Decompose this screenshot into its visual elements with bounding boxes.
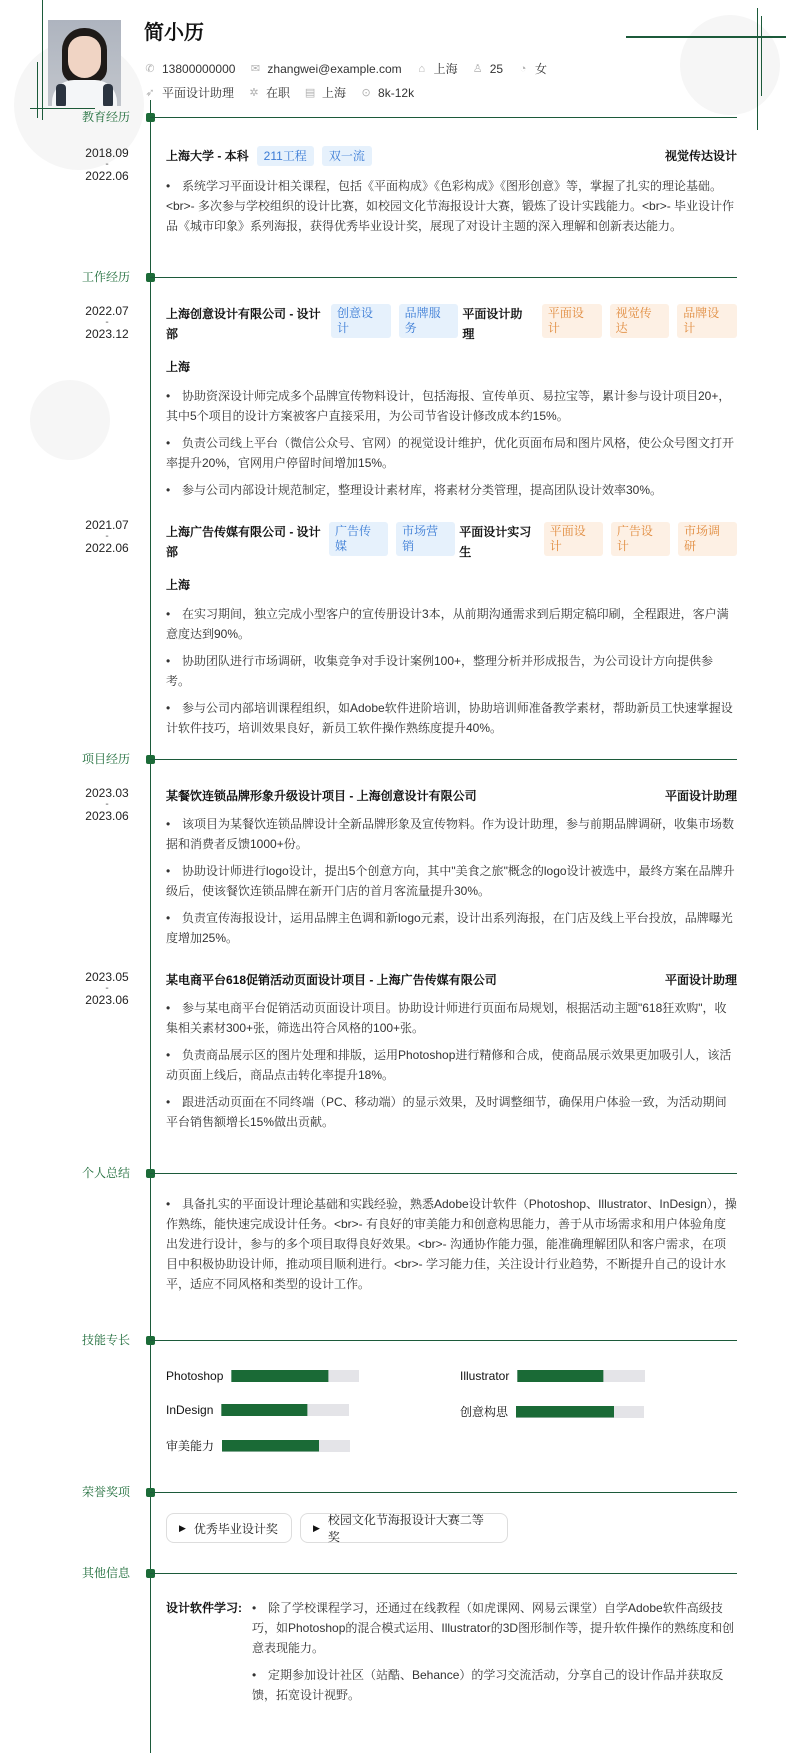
project-entry-header [166, 970, 737, 990]
date-range: 2023.03 - 2023.06 [85, 786, 129, 823]
section-summary-header [0, 1166, 794, 1180]
salary-icon: ⊙ [361, 87, 371, 99]
skill-bar [221, 1404, 349, 1416]
section-projects-header [0, 752, 794, 766]
date-range: 2021.07 - 2022.06 [85, 518, 129, 555]
list-item: • 具备扎实的平面设计理论基础和实践经验，熟悉Adobe设计软件（Photoshop、Illustrator、InDesign），操作熟练，能快速完成设计任务。<br>- 有良好的审美能力和创意构思能力，善于从市场需求和用户体验角度出发进行设计，参与的多个项目取得良好效果。<br>- 沟通协作能力强，能准确理解团队和客户需求，在项目中积极协助设计师，推动项目顺利进行。<br>- 学习能力佳，关注设计行业趋势，不断提升自己的设计水平，适应不同风格和类型的设计工作。 [166, 1197, 737, 1291]
skill-tag: 视觉传达 [610, 304, 670, 338]
mail-icon: ✉ [250, 63, 261, 75]
section-other-header [0, 1566, 794, 1580]
section-work-header [0, 270, 794, 284]
skill-bar [231, 1370, 359, 1382]
section-awards-header [0, 1485, 794, 1499]
gender-value: 女 [535, 62, 548, 76]
skill-item [166, 1437, 350, 1454]
company-tag: 创意设计 [331, 304, 391, 338]
skill-item [166, 1403, 349, 1417]
section-divider [150, 1173, 737, 1174]
other-bullets [252, 1598, 737, 1712]
major: 视觉传达设计 [664, 149, 737, 163]
list-item: • 负责宣传海报设计，运用品牌主色调和新logo元素，设计出系列海报，在门店及线上平台投放，品牌曝光度增加25%。 [166, 911, 733, 945]
award-item: ▶ 校园文化节海报设计大赛二等奖 [300, 1513, 508, 1543]
skill-tag: 平面设计 [544, 522, 603, 556]
section-title: 荣誉奖项 [81, 1485, 130, 1499]
skill-name: InDesign [166, 1403, 214, 1417]
job-role: 平面设计实习生 [459, 525, 532, 559]
avatar [48, 20, 121, 106]
skill-tag: 市场调研 [678, 522, 737, 556]
date-range: 2023.05 - 2023.06 [85, 970, 129, 1007]
section-divider [150, 759, 737, 760]
project-name: 某餐饮连锁品牌形象升级设计项目 - 上海创意设计有限公司 [166, 789, 477, 803]
list-item: • 跟进活动页面在不同终端（PC、移动端）的显示效果，及时调整细节，确保用户体验一致，为活动期间平台销售额增长15%做出贡献。 [166, 1095, 727, 1129]
company-tag: 市场营销 [396, 522, 455, 556]
section-divider [150, 277, 737, 278]
triangle-right-icon: ▶ [313, 1522, 320, 1533]
project-role: 平面设计助理 [664, 789, 737, 803]
list-item: • 系统学习平面设计相关课程，包括《平面构成》《色彩构成》《图形创意》等，掌握了扎实的理论基础。<br>- 多次参与学校组织的设计比赛，如校园文化节海报设计大赛，锻炼了设计实践能力。<br>- 毕业设计作品《城市印象》系列海报，获得优秀毕业设计奖，展现了对设计主题的深入理解和创新表达能力。 [166, 179, 735, 233]
decor-line [42, 0, 43, 120]
list-item: • 该项目为某餐饮连锁品牌设计全新品牌形象及宣传物料。作为设计助理，参与前期品牌调研，收集市场数据和消费者反馈1000+份。 [166, 817, 735, 851]
section-divider [150, 1340, 737, 1341]
skill-name: 创意构思 [460, 1405, 509, 1419]
decor-circle [30, 380, 110, 460]
section-divider [150, 117, 737, 118]
list-item: • 参与某电商平台促销活动页面设计项目。协助设计师进行页面布局规划，根据活动主题"618狂欢购"，收集相关素材300+张，筛选出符合风格的100+张。 [166, 1001, 727, 1035]
timeline-line [150, 100, 151, 1753]
candidate-name: 简小历 [144, 22, 204, 44]
date-range: 2022.07 - 2023.12 [85, 304, 129, 341]
send-icon: ➶ [145, 87, 155, 99]
list-item: • 除了学校课程学习，还通过在线教程（如虎课网、网易云课堂）自学Adobe软件高级技巧，如Photoshop的混合模式运用、Illustrator的3D图形制作等，提升软件操作的熟练度和创意表现能力。 [252, 1601, 735, 1655]
resume-header [48, 20, 748, 110]
skill-bar [516, 1406, 644, 1418]
project-entry-header [166, 786, 737, 806]
skill-bar [222, 1440, 350, 1452]
award-item: ▶ 优秀毕业设计奖 [166, 1513, 292, 1543]
school-tag: 双一流 [322, 146, 372, 166]
list-item: • 协助资深设计师完成多个品牌宣传物料设计，包括海报、宣传单页、易拉宝等，累计参与设计项目20+，其中5个项目的设计方案被客户直接采用，为公司节省设计修改成本约15%。 [166, 389, 731, 423]
date-range: 2018.09 - 2022.06 [85, 146, 129, 183]
work-bullets [166, 604, 737, 745]
section-education-header [0, 110, 794, 124]
list-item: • 在实习期间，独立完成小型客户的宣传册设计3本，从前期沟通需求到后期定稿印刷，全程跟进，客户满意度达到90%。 [166, 607, 729, 641]
awards-list [166, 1513, 766, 1545]
school-tag: 211工程 [257, 146, 314, 166]
list-item: • 负责公司线上平台（微信公众号、官网）的视觉设计维护，优化页面布局和图片风格，使公众号图文打开率提升20%，官网用户停留时间增加15%。 [166, 436, 735, 470]
building-icon: ▤ [304, 87, 316, 99]
other-info-label: 设计软件学习: [166, 1601, 242, 1615]
skill-name: 审美能力 [166, 1439, 215, 1453]
phone-icon: ✆ [145, 63, 155, 75]
list-item: • 负责商品展示区的图片处理和排版，运用Photoshop进行精修和合成，使商品展示效果更加吸引人，该活动页面上线后，商品点击转化率提升18%。 [166, 1048, 732, 1082]
list-item: • 协助团队进行市场调研，收集竞争对手设计案例100+，整理分析并形成报告，为公司设计方向提供参考。 [166, 654, 714, 688]
skill-tag: 品牌设计 [677, 304, 737, 338]
section-title: 项目经历 [81, 752, 130, 766]
intent-row [144, 84, 428, 101]
skill-name: Photoshop [166, 1369, 224, 1383]
city-value: 上海 [433, 62, 458, 76]
skill-tag: 平面设计 [542, 304, 602, 338]
phone-value: 13800000000 [162, 61, 236, 76]
home-icon: ⌂ [418, 62, 425, 75]
contact-row [144, 60, 561, 77]
company-tag: 品牌服务 [399, 304, 459, 338]
section-title: 技能专长 [81, 1333, 130, 1347]
skill-name: Illustrator [460, 1369, 510, 1383]
section-skills-header [0, 1333, 794, 1347]
project-role: 平面设计助理 [664, 973, 737, 987]
decor-line [761, 16, 762, 96]
work-location: 上海 [166, 360, 191, 374]
company-tag: 广告传媒 [329, 522, 388, 556]
section-divider [150, 1492, 737, 1493]
work-location: 上海 [166, 578, 191, 592]
project-bullets [166, 998, 737, 1139]
project-name: 某电商平台618促销活动页面设计项目 - 上海广告传媒有限公司 [166, 973, 497, 987]
section-title: 工作经历 [81, 270, 130, 284]
target-role: 平面设计助理 [162, 86, 235, 100]
list-item: • 定期参加设计社区（站酷、Behance）的学习交流活动，分享自己的设计作品并获取反馈，拓宽设计视野。 [252, 1668, 724, 1702]
status-icon: ✲ [249, 87, 259, 99]
company-name: 上海广告传媒有限公司 - 设计部 [166, 525, 321, 559]
company-name: 上海创意设计有限公司 - 设计部 [166, 307, 321, 341]
skill-tag: 广告设计 [611, 522, 670, 556]
target-city: 上海 [322, 86, 347, 100]
project-bullets [166, 814, 737, 955]
section-divider [150, 1573, 737, 1574]
summary-bullets [166, 1194, 737, 1301]
section-title: 个人总结 [81, 1166, 130, 1180]
list-item: • 参与公司内部设计规范制定，整理设计素材库，将素材分类管理，提高团队设计效率30%。 [166, 483, 663, 497]
skill-bar [517, 1370, 645, 1382]
age-icon: ♙ [472, 63, 483, 75]
job-role: 平面设计助理 [462, 307, 523, 341]
section-title: 教育经历 [81, 110, 130, 124]
triangle-right-icon: ▶ [179, 1522, 186, 1533]
education-entry-header [166, 146, 737, 166]
list-item: • 协助设计师进行logo设计，提出5个创意方向，其中"美食之旅"概念的logo设计被选中，最终方案在品牌升级后，使该餐饮连锁品牌在新开门店的首月客流量提升30%。 [166, 864, 735, 898]
expected-salary: 8k-12k [378, 85, 415, 100]
skill-item [460, 1369, 645, 1383]
education-bullets [166, 176, 737, 243]
work-bullets [166, 386, 737, 507]
work-entry-header [166, 304, 737, 344]
section-title: 其他信息 [81, 1566, 130, 1580]
school-name: 上海大学 - 本科 [166, 149, 249, 163]
age-value: 25 [489, 61, 504, 76]
skill-item [460, 1403, 644, 1420]
gender-icon: ◔ [519, 62, 527, 75]
work-entry-header [166, 522, 737, 562]
job-status: 在职 [266, 86, 291, 100]
skill-item [166, 1369, 359, 1383]
email-value[interactable]: zhangwei@example.com [267, 61, 402, 76]
list-item: • 参与公司内部培训课程组织，如Adobe软件进阶培训，协助培训师准备教学素材，帮助新员工快速掌握设计软件技巧，培训效果良好，新员工软件操作熟练度提升40%。 [166, 701, 733, 735]
